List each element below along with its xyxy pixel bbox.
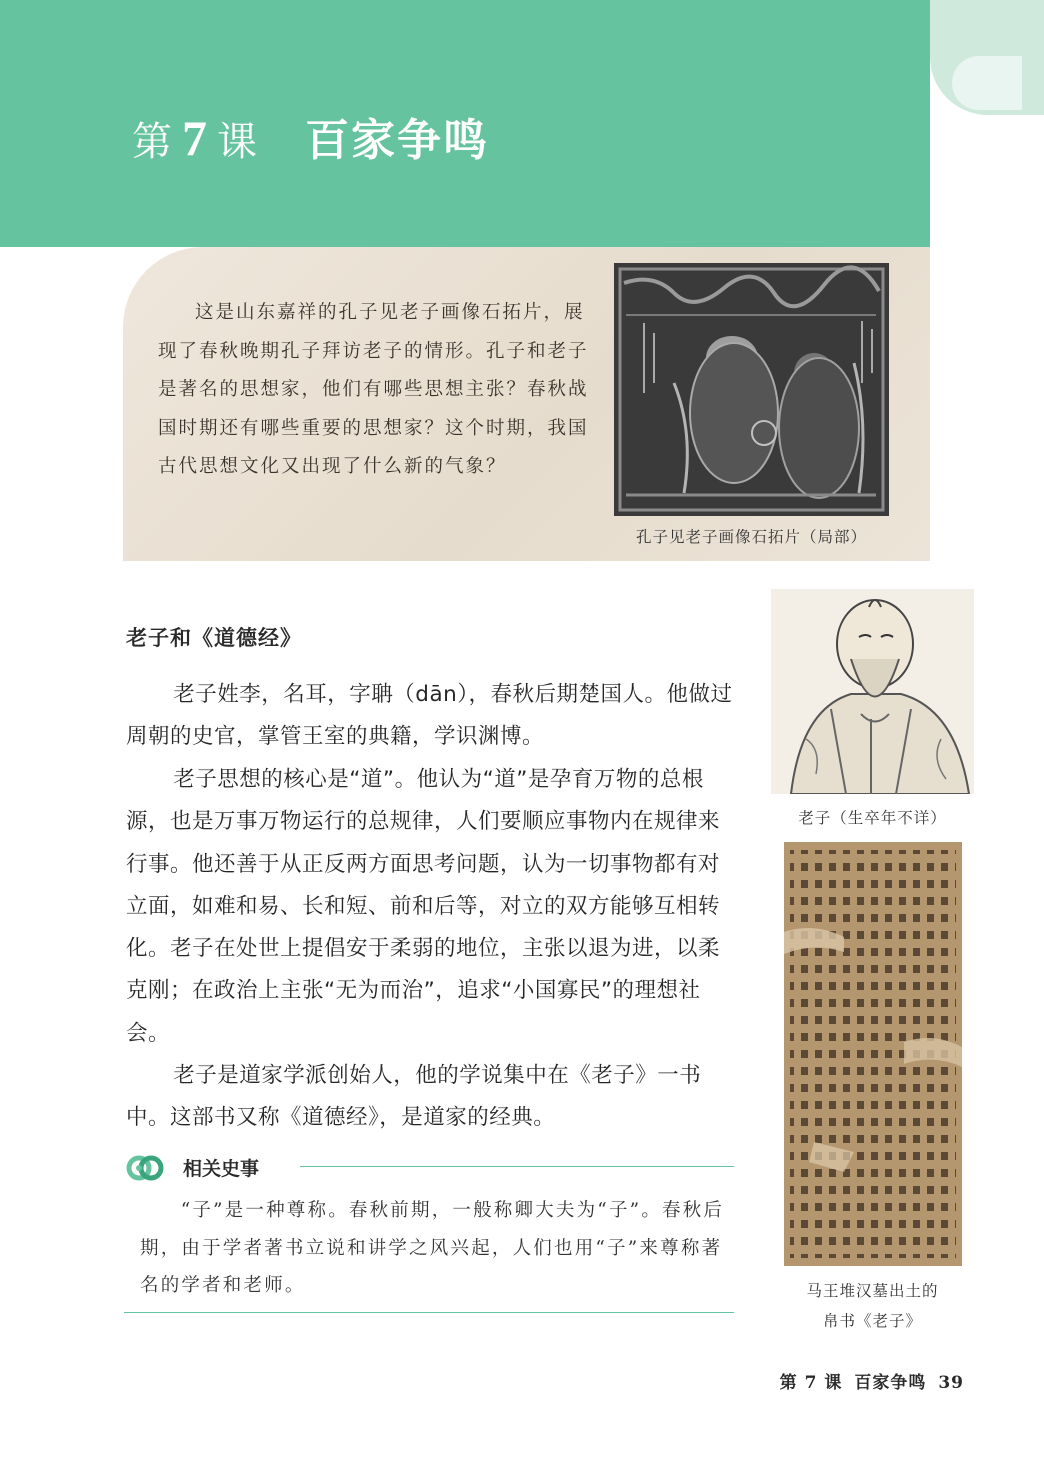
- related-history-icon: [126, 1149, 164, 1187]
- divider: [300, 1166, 734, 1167]
- silk-caption-line: 帛书《老子》: [822, 1312, 922, 1330]
- page-number: 39: [938, 1373, 964, 1393]
- body-paragraph: 老子姓李，名耳，字聃（dān），春秋后期楚国人。他做过周朝的史官，掌管王室的典籍，学识渊博。: [126, 682, 733, 750]
- silk-manuscript-caption: [771, 1276, 974, 1336]
- related-history-title: 相关史事: [183, 1158, 260, 1180]
- laozi-portrait-image: [771, 589, 974, 794]
- corner-decoration: [930, 0, 1044, 115]
- silk-manuscript-image: [784, 842, 962, 1266]
- footer-lesson: 第 7 课: [779, 1373, 843, 1393]
- section-heading: 老子和《道德经》: [126, 626, 302, 650]
- related-history-text: “子”是一种尊称。春秋前期，一般称卿大夫为“子”。春秋后期，由于学者著书立说和讲学之风兴起，人们也用“子”来尊称著名的学者和老师。: [140, 1200, 725, 1296]
- lesson-title: [132, 104, 489, 174]
- body-paragraph: 老子是道家学派创始人，他的学说集中在《老子》一书中。这部书又称《道德经》，是道家的经典。: [126, 1063, 702, 1131]
- laozi-portrait-caption: 老子（生卒年不详）: [798, 809, 947, 827]
- page-footer: [768, 1368, 964, 1393]
- lesson-name: 百家争鸣: [305, 115, 489, 166]
- lesson-number: 第 7 课: [132, 110, 259, 166]
- body-paragraph: 老子思想的核心是“道”。他认为“道”是孕育万物的总根源，也是万事万物运行的总规律，人们要顺应事物内在规律来行事。他还善于从正反两方面思考问题，认为一切事物都有对立面，如难和易、长和短、前和后等，对立的双方能够互相转化。老子在处世上提倡安于柔弱的地位，主张以退为进，以柔克刚；在政治上主张“无为而治”，追求“小国寡民”的理想社会。: [126, 767, 721, 1046]
- divider: [124, 1312, 734, 1313]
- silk-caption-line: 马王堆汉墓出土的: [806, 1282, 939, 1300]
- intro-text: 这是山东嘉祥的孔子见老子画像石拓片，展现了春秋晚期孔子拜访老子的情形。孔子和老子是著名的思想家，他们有哪些思想主张？春秋战国时期还有哪些重要的思想家？这个时期，我国古代思想文化又出现了什么新的气象？: [158, 302, 589, 477]
- stone-rubbing-image: [614, 263, 889, 516]
- rubbing-caption: 孔子见老子画像石拓片（局部）: [635, 528, 867, 546]
- footer-title: 百家争鸣: [854, 1373, 927, 1393]
